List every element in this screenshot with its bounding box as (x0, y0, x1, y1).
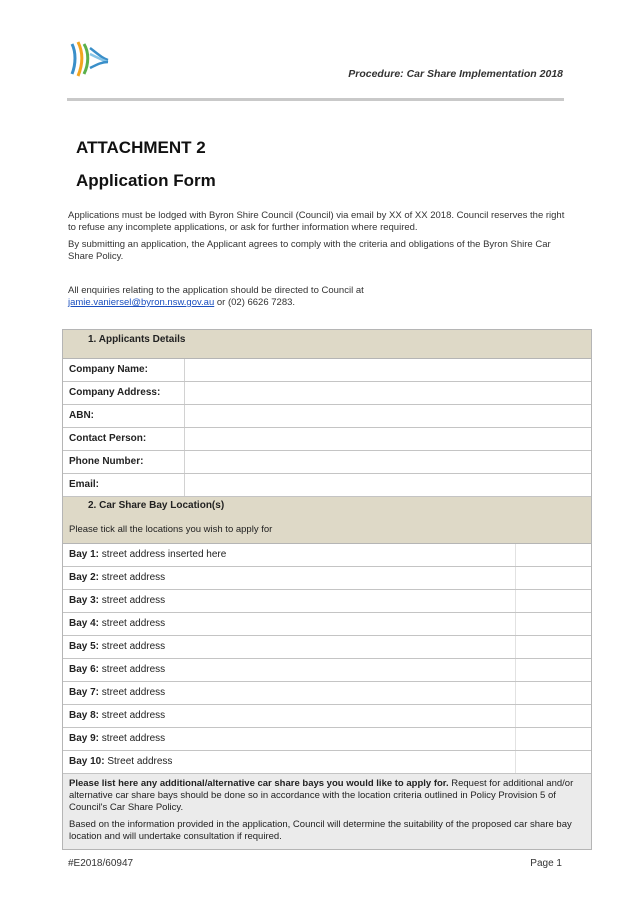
bay-address: street address (99, 595, 166, 606)
bay-address: street address (99, 572, 166, 583)
section-2-instruction: Please tick all the locations you wish to apply for (69, 524, 273, 535)
council-logo-icon (68, 38, 110, 78)
document-reference: #E2018/60947 (68, 858, 134, 869)
additional-bays-criteria: Request for additional and/or alternative car share bays should be done so in accordance with the location criteria outlined in Policy Provision 5 of Council's Car Share Policy. (69, 778, 574, 813)
bay-6-tick-cell[interactable] (516, 659, 591, 681)
contact-phone: or (02) 6626 7283. (214, 297, 296, 308)
bay-row (63, 705, 591, 728)
bay-address: street address (99, 664, 166, 675)
contact-email-link[interactable]: jamie.vaniersel@byron.nsw.gov.au (68, 297, 215, 308)
phone-number-input[interactable] (185, 451, 591, 473)
bay-address: street address (99, 687, 166, 698)
bay-address: street address inserted here (99, 549, 227, 560)
bay-label: Bay 3: (69, 595, 100, 606)
abn-input[interactable] (185, 405, 591, 427)
field-row-company-address (63, 382, 591, 405)
bay-row (63, 636, 591, 659)
bay-row (63, 613, 591, 636)
bay-1-tick-cell[interactable] (516, 544, 591, 566)
contact-person-input[interactable] (185, 428, 591, 450)
bay-8-tick-cell[interactable] (516, 705, 591, 727)
field-label: Email: (63, 474, 185, 496)
page-number: Page 1 (530, 858, 562, 869)
field-label: Phone Number: (63, 451, 185, 473)
bay-address: street address (99, 710, 166, 721)
additional-bays-notes (63, 774, 591, 850)
section-1-heading: 1. Applicants Details (63, 330, 591, 359)
bay-label: Bay 2: (69, 572, 100, 583)
field-label: Contact Person: (63, 428, 185, 450)
bay-7-tick-cell[interactable] (516, 682, 591, 704)
section-2-heading (63, 497, 591, 544)
section-2-title: 2. Car Share Bay Location(s) (88, 500, 225, 511)
bay-row (63, 728, 591, 751)
bay-label: Bay 6: (69, 664, 100, 675)
assessment-note: Based on the information provided in the application, Council will determine the suitability of the proposed car share bay location and will undertake consultation if required. (69, 819, 572, 842)
bay-row (63, 567, 591, 590)
bay-label: Bay 8: (69, 710, 100, 721)
company-address-input[interactable] (185, 382, 591, 404)
field-row-email (63, 474, 591, 497)
field-label: Company Address: (63, 382, 185, 404)
bay-row (63, 682, 591, 705)
bay-9-tick-cell[interactable] (516, 728, 591, 750)
bay-address: street address (99, 733, 166, 744)
email-input[interactable] (185, 474, 591, 496)
bay-address: Street address (104, 756, 173, 767)
enquiries-text: All enquiries relating to the application should be directed to Council at (68, 285, 364, 296)
intro-paragraph-2: By submitting an application, the Applicant agrees to comply with the criteria and obligations of the Byron Shire Car Share Policy. (68, 239, 551, 262)
form-title: Application Form (76, 171, 216, 190)
intro-paragraph-1: Applications must be lodged with Byron Shire Council (Council) via email by XX of XX 2018. Council reserves the right to refuse any incomplete applications, or ask for further information where required. (68, 210, 565, 233)
header-divider (67, 98, 564, 101)
bay-row (63, 590, 591, 613)
bay-10-tick-cell[interactable] (516, 751, 591, 773)
field-label: Company Name: (63, 359, 185, 381)
bay-4-tick-cell[interactable] (516, 613, 591, 635)
additional-bays-instruction: Please list here any additional/alternative car share bays you would like to apply for. (69, 778, 449, 789)
field-row-abn (63, 405, 591, 428)
bay-label: Bay 10: (69, 756, 105, 767)
bay-row (63, 659, 591, 682)
bay-label: Bay 4: (69, 618, 100, 629)
bay-label: Bay 1: (69, 549, 100, 560)
field-row-company-name (63, 359, 591, 382)
bay-row (63, 751, 591, 774)
bay-5-tick-cell[interactable] (516, 636, 591, 658)
bay-3-tick-cell[interactable] (516, 590, 591, 612)
field-row-contact-person (63, 428, 591, 451)
bay-label: Bay 9: (69, 733, 100, 744)
company-name-input[interactable] (185, 359, 591, 381)
bay-label: Bay 7: (69, 687, 100, 698)
bay-address: street address (99, 641, 166, 652)
intro-paragraph-3 (68, 285, 568, 309)
application-form-table (62, 329, 592, 850)
bay-row (63, 544, 591, 567)
bay-label: Bay 5: (69, 641, 100, 652)
bay-address: street address (99, 618, 166, 629)
field-row-phone-number (63, 451, 591, 474)
bay-2-tick-cell[interactable] (516, 567, 591, 589)
attachment-title: ATTACHMENT 2 (76, 138, 206, 157)
field-label: ABN: (63, 405, 185, 427)
document-header-title: Procedure: Car Share Implementation 2018 (348, 68, 563, 80)
